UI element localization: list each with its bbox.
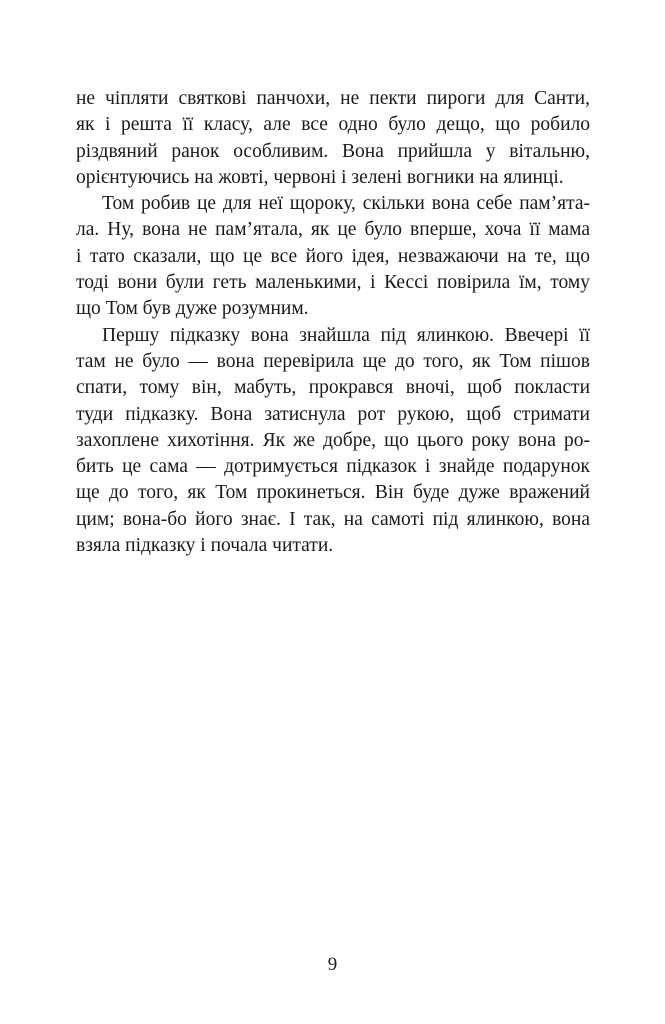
text-line: як і решта її класу, але все одно було дещо, що робило [76,114,590,136]
body-text [76,86,590,559]
text-line: взяла підказку і почала читати. [76,535,334,557]
text-line: Першу підказку вона знайшла під ялинкою. Ввечері її [102,324,590,346]
text-line: різдвяний ранок особливим. Вона прийшла у вітальню, [76,140,590,162]
text-line: бить це сама — дотримується підказок і знайде подарунок [76,456,590,478]
text-line: орієнтуючись на жовті, червоні і зелені вогники на ялинці. [76,166,564,188]
text-line: ла. Ну, вона не пам’ятала, як це було вперше, хоча її мама [76,219,590,241]
text-line: що Том був дуже розумним. [76,298,309,320]
text-line: захоплене хихотіння. Як же добре, що цього року вона ро- [76,429,590,451]
text-line: спати, тому він, мабуть, прокрався вночі, щоб покласти [76,377,590,399]
text-line: Том робив це для неї щороку, скільки вона себе пам’ята- [102,193,590,215]
text-line: і тато сказали, що це все його ідея, незважаючи на те, що [76,245,590,267]
text-line: туди підказку. Вона затиснула рот рукою, щоб стримати [76,403,590,425]
text-line: там не було — вона перевірила ще до того, як Том пішов [76,350,590,372]
text-line: не чіпляти святкові панчохи, не пекти пироги для Санти, [76,88,590,109]
text-line: тоді вони були геть маленькими, і Кессі повірила їм, тому [76,272,590,294]
page-number: 9 [327,954,338,975]
text-line: цим; вона-бо його знає. І так, на самоті під ялинкою, вона [76,508,590,530]
text-line: ще до того, як Том прокинеться. Він буде дуже вражений [76,482,590,504]
